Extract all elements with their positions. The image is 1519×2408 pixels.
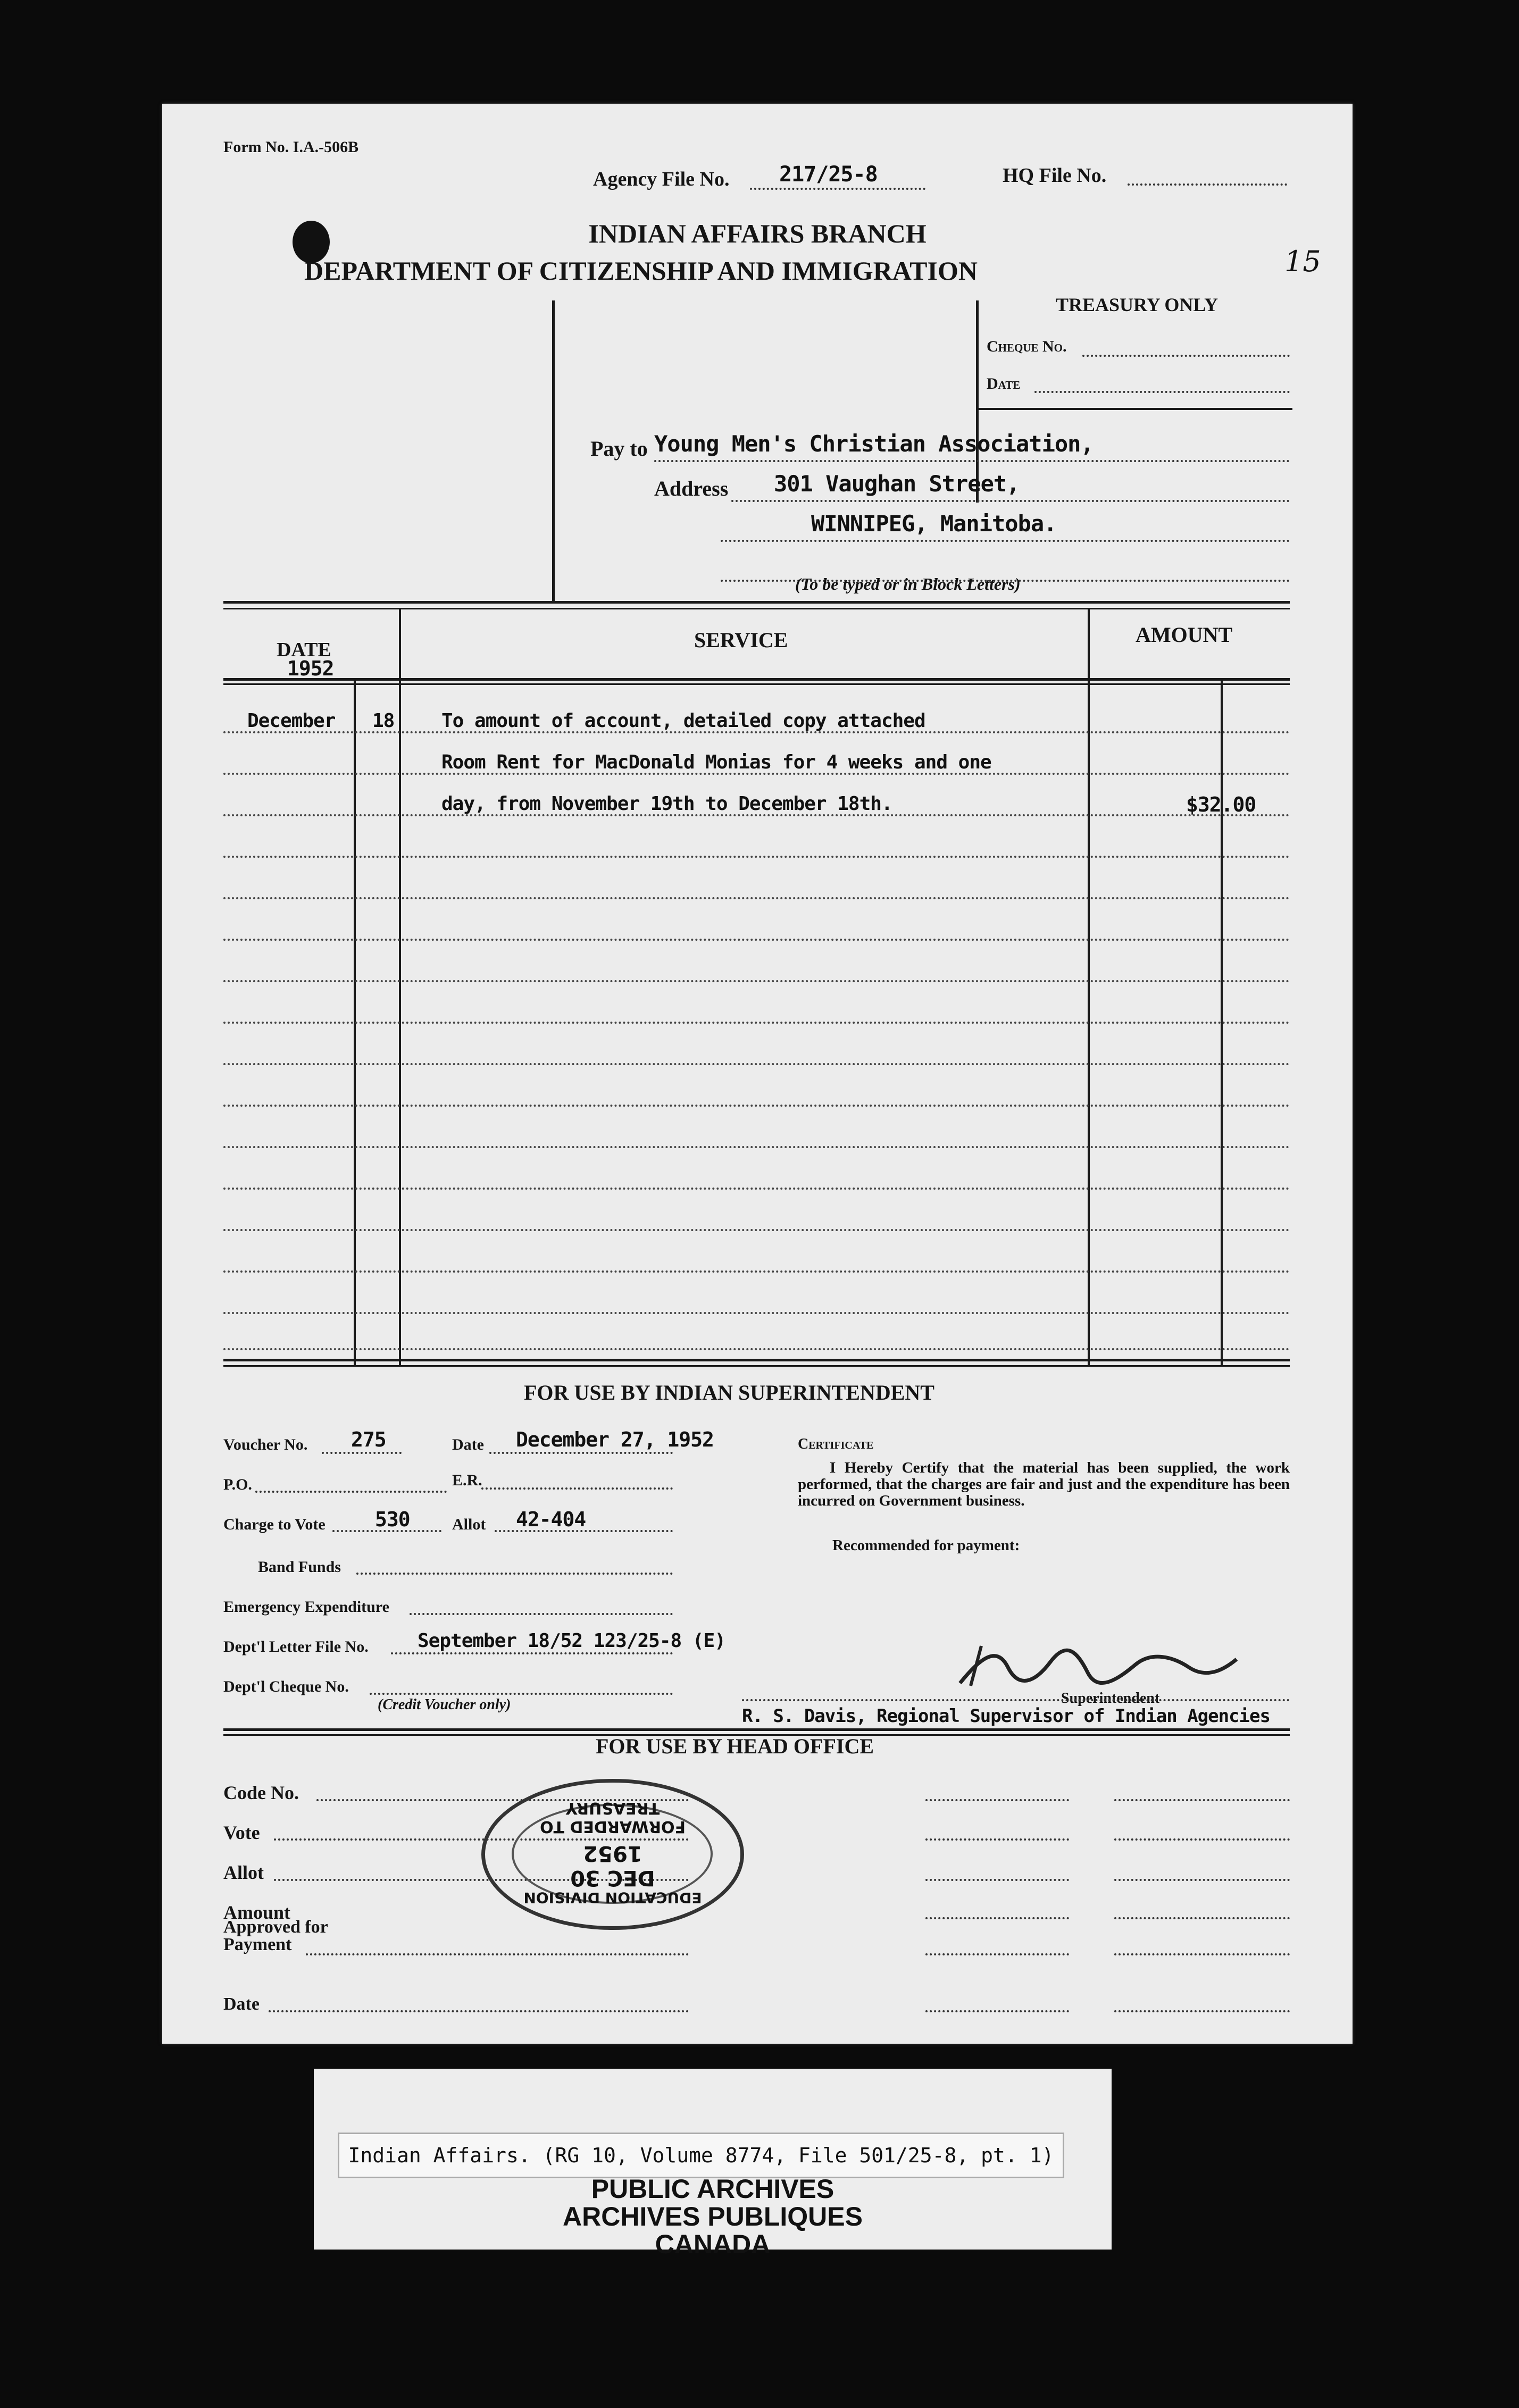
archive-line-2: ARCHIVES PUBLIQUES: [563, 2202, 863, 2231]
department-title: DEPARTMENT OF CITIZENSHIP AND IMMIGRATION: [304, 256, 978, 286]
certificate-title: Certificate: [798, 1436, 874, 1452]
archive-reference: Indian Affairs. (RG 10, Volume 8774, File 501/25-8, pt. 1): [348, 2144, 1054, 2167]
voucher-no-value: 275: [351, 1428, 386, 1451]
payment-label: Payment: [223, 1935, 292, 1954]
agency-file-label: Agency File No.: [593, 168, 730, 190]
service-line-3: day, from November 19th to December 18th.: [441, 793, 892, 815]
stamp-bottom-text: EDUCATION DIVISION: [523, 1889, 702, 1907]
service-line-1: To amount of account, detailed copy attached: [441, 710, 925, 732]
forwarded-to-treasury-stamp: [481, 1779, 744, 1930]
ho-allot-label: Allot: [223, 1862, 264, 1883]
charge-to-vote-value: 530: [375, 1508, 410, 1531]
voucher-form-sheet: [162, 104, 1353, 2044]
amount-value: $32.00: [1186, 793, 1256, 816]
treasury-only-title: TREASURY ONLY: [1056, 294, 1218, 315]
letter-file-label: Dept'l Letter File No.: [223, 1638, 369, 1656]
agency-file-number: 217/25-8: [779, 162, 878, 187]
entry-month: December: [247, 710, 336, 732]
archive-stamp-text: [314, 2175, 1112, 2258]
stamp-date: DEC 30 1952: [570, 1841, 655, 1890]
superintendent-section-title: FOR USE BY INDIAN SUPERINTENDENT: [524, 1381, 934, 1404]
voucher-date-value: December 27, 1952: [516, 1428, 714, 1451]
regional-supervisor-name: R. S. Davis, Regional Supervisor of Indian Agencies: [742, 1705, 1270, 1727]
form-number: Form No. I.A.-506B: [223, 138, 359, 156]
branch-title: INDIAN AFFAIRS BRANCH: [588, 219, 927, 248]
margin-handwritten-mark: 15: [1284, 245, 1321, 278]
treasury-date-label: Date: [987, 375, 1021, 392]
charge-to-vote-label: Charge to Vote: [223, 1516, 326, 1533]
date-year: 1952: [287, 657, 334, 680]
ho-amount-label: Amount: [223, 1902, 291, 1923]
signature-mark: [949, 1635, 1247, 1694]
recommended-label: Recommended for payment:: [832, 1537, 1020, 1554]
vote-label: Vote: [223, 1822, 260, 1843]
service-line-2: Room Rent for MacDonald Monias for 4 weeks and one: [441, 751, 991, 773]
emergency-expenditure-label: Emergency Expenditure: [223, 1598, 389, 1616]
voucher-no-label: Voucher No.: [223, 1436, 308, 1453]
pay-to-label: Pay to: [590, 437, 648, 461]
archive-line-1: PUBLIC ARCHIVES: [591, 2174, 834, 2204]
address-line-2: WINNIPEG, Manitoba.: [811, 511, 1057, 537]
deptl-cheque-label: Dept'l Cheque No.: [223, 1678, 349, 1695]
credit-voucher-note: (Credit Voucher only): [378, 1696, 511, 1713]
amount-header: AMOUNT: [1136, 623, 1233, 647]
date-header: DATE: [277, 639, 331, 661]
archive-line-3: CANADA: [655, 2229, 771, 2259]
po-label: P.O.: [223, 1476, 252, 1493]
treasury-cheque-label: Cheque No.: [987, 338, 1067, 355]
approved-label: Approved for: [223, 1917, 328, 1937]
payee-name: Young Men's Christian Association,: [654, 431, 1094, 457]
er-label: E.R.: [452, 1471, 482, 1489]
head-office-title: FOR USE BY HEAD OFFICE: [596, 1734, 874, 1758]
code-no-label: Code No.: [223, 1782, 299, 1803]
certificate-text: I Hereby Certify that the material has been supplied, the work performed, that the charges are fair and just and the expenditure has been incurred on Government business.: [798, 1459, 1290, 1509]
entry-day: 18: [372, 710, 395, 732]
letter-file-value: September 18/52 123/25-8 (E): [418, 1630, 725, 1652]
address-line-1: 301 Vaughan Street,: [774, 471, 1020, 497]
band-funds-label: Band Funds: [258, 1558, 341, 1576]
allot-value: 42-404: [516, 1508, 586, 1531]
address-label: Address: [654, 476, 729, 500]
superintendent-label: Superintendent: [1061, 1690, 1160, 1707]
allot-label: Allot: [452, 1516, 486, 1533]
stamp-top-text: FORWARDED TO TREASURY: [540, 1799, 686, 1836]
service-header: SERVICE: [694, 628, 788, 652]
block-letters-note: (To be typed or in Block Letters): [795, 574, 1021, 593]
archive-reference-bar: [338, 2133, 1064, 2178]
hq-file-label: HQ File No.: [1003, 164, 1107, 187]
voucher-date-label: Date: [452, 1436, 484, 1453]
ho-date-label: Date: [223, 1994, 260, 2014]
